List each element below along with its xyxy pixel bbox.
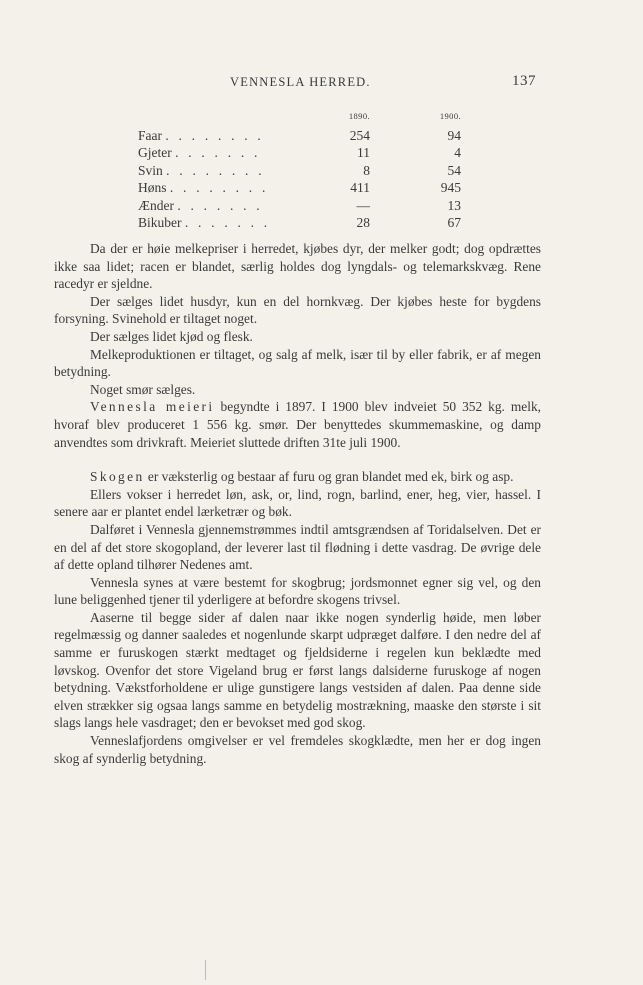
paragraph-text: Dalføret i Vennesla gjennemstrømmes indtil amtsgrændsen af Toridalselven. Det er en del af det store skogopland, der leverer last til flødning i dette vasdrag. De øvrige dele af dette opland tilhører Nedenes amt. [54, 521, 541, 573]
value-1890: 28 [356, 215, 370, 230]
paragraph-text: Aaserne til begge sider af dalen naar ikke nogen synderlig høide, men løber regelmæssig og danner saaledes et nogenlunde skarpt udpræget dalføre. I den nedre del af samme er furuskogen stærkt medtaget og fjeldsiderne i regelen kun beklædte med løvskog. Ovenfor det store Vigeland brug er først langs dalsiderne furuskoge af nogen betydning. Vækstforholdene er ulige gunstigere langs vestsiden af dalen. Paa denne side elven strækker sig ogsaa langs samme en betydelig mostrækning, maaske den største i sit slags langs hele vasdraget; den er bevokset med god skog. [54, 609, 541, 731]
leader-dots: . . . . . . . [184, 215, 271, 230]
paragraph-text: Ellers vokser i herredet løn, ask, or, lind, rogn, barlind, ener, heg, vier, hassel. I senere aar er plantet endel lærketrær og bøk. [54, 486, 541, 520]
page-header [0, 75, 643, 95]
leader-dots: . . . . . . . . [165, 127, 264, 143]
paragraph [54, 574, 541, 609]
row-label-text: Faar [138, 127, 162, 143]
table-header-row [138, 108, 461, 127]
spaced-lead: Vennesla meieri [90, 399, 215, 415]
value-1900: 4 [454, 145, 461, 160]
paragraph [54, 398, 541, 451]
row-label-text: Svin [138, 162, 163, 178]
table-row [138, 127, 461, 145]
page-number: 137 [512, 73, 536, 89]
paragraph [54, 521, 541, 574]
value-1900: 54 [447, 162, 461, 178]
paragraph-text: begyndte i 1897. I 1900 blev indveiet 50 352 kg. melk, hvoraf blev produceret 1 556 kg. smør. Der benyttedes skummemaskine, og damp anvendtes som drivkraft. Meieriet sluttede driften 31te juli 1900. [54, 399, 542, 450]
paragraph [54, 609, 541, 732]
paragraph-text: Melkeproduktionen er tiltaget, og salg af melk, især til by eller fabrik, er af megen betydning. [54, 346, 541, 380]
value-1900: 945 [440, 180, 461, 195]
year-1900-header: 1900. [439, 111, 461, 121]
paragraph [54, 293, 541, 328]
table-row [138, 197, 461, 215]
paragraph [54, 381, 541, 399]
margin-mark [205, 960, 209, 980]
body-text [54, 240, 541, 767]
table-row [138, 162, 461, 180]
livestock-table [138, 108, 461, 232]
row-label [138, 162, 278, 180]
paragraph-text: Da der er høie melkepriser i herredet, kjøbes dyr, der melker godt; dog opdrættes ikke saa lidet; racen er blandet, særlig holdes dog lyngdals- og telemarkskvæg. Rene racedyr er sjeldne. [54, 241, 541, 292]
paragraph-text: er væksterlig og bestaar af furu og gran blandet med ek, birk og asp. [144, 469, 514, 485]
row-label [138, 127, 278, 145]
paragraph [54, 240, 541, 293]
value-1890: 11 [357, 145, 370, 160]
paragraph-text: Venneslafjordens omgivelser er vel fremdeles skogklædte, men her er dog ingen skog af synderlig betydning. [54, 733, 541, 766]
value-1890: — [356, 197, 370, 213]
row-label [138, 179, 278, 197]
table-row [138, 144, 461, 162]
running-title: VENNESLA HERRED. [230, 75, 371, 89]
row-label-text: Bikuber [138, 215, 182, 230]
row-label [138, 214, 278, 232]
row-label-text: Ænder [138, 197, 174, 213]
table-row [138, 214, 461, 232]
spaced-lead: Skogen [90, 469, 145, 485]
leader-dots: . . . . . . . [175, 145, 261, 160]
row-label [138, 144, 278, 162]
value-1900: 94 [447, 127, 461, 143]
row-label [138, 197, 278, 215]
leader-dots: . . . . . . . [177, 197, 263, 213]
row-label-text: Gjeter [138, 145, 172, 160]
paragraph-text: Der sælges lidet husdyr, kun en del hornkvæg. Der kjøbes heste for bygdens forsyning. Svinehold er tiltaget noget. [54, 293, 541, 327]
paragraph-text: Vennesla synes at være bestemt for skogbrug; jordsmonnet egner sig vel, og den lune beliggenhed tjener til yderligere at befordre skogens trivsel. [54, 574, 541, 608]
paragraph [54, 486, 541, 521]
year-1890-header: 1890. [348, 111, 370, 121]
value-1890: 254 [349, 127, 370, 143]
paragraph-text: Der sælges lidet kjød og flesk. [90, 328, 253, 344]
leader-dots: . . . . . . . . [169, 180, 269, 195]
value-1890: 8 [363, 162, 370, 178]
paragraph [54, 732, 541, 767]
value-1900: 13 [447, 197, 461, 213]
leader-dots: . . . . . . . . [166, 162, 265, 178]
paragraph [54, 328, 541, 346]
paragraph [54, 346, 541, 381]
table-row [138, 179, 461, 197]
paragraph-text: Noget smør sælges. [90, 381, 196, 397]
row-label-text: Høns [138, 180, 167, 195]
paragraph [54, 468, 541, 486]
value-1900: 67 [447, 215, 461, 230]
value-1890: 411 [350, 180, 370, 195]
